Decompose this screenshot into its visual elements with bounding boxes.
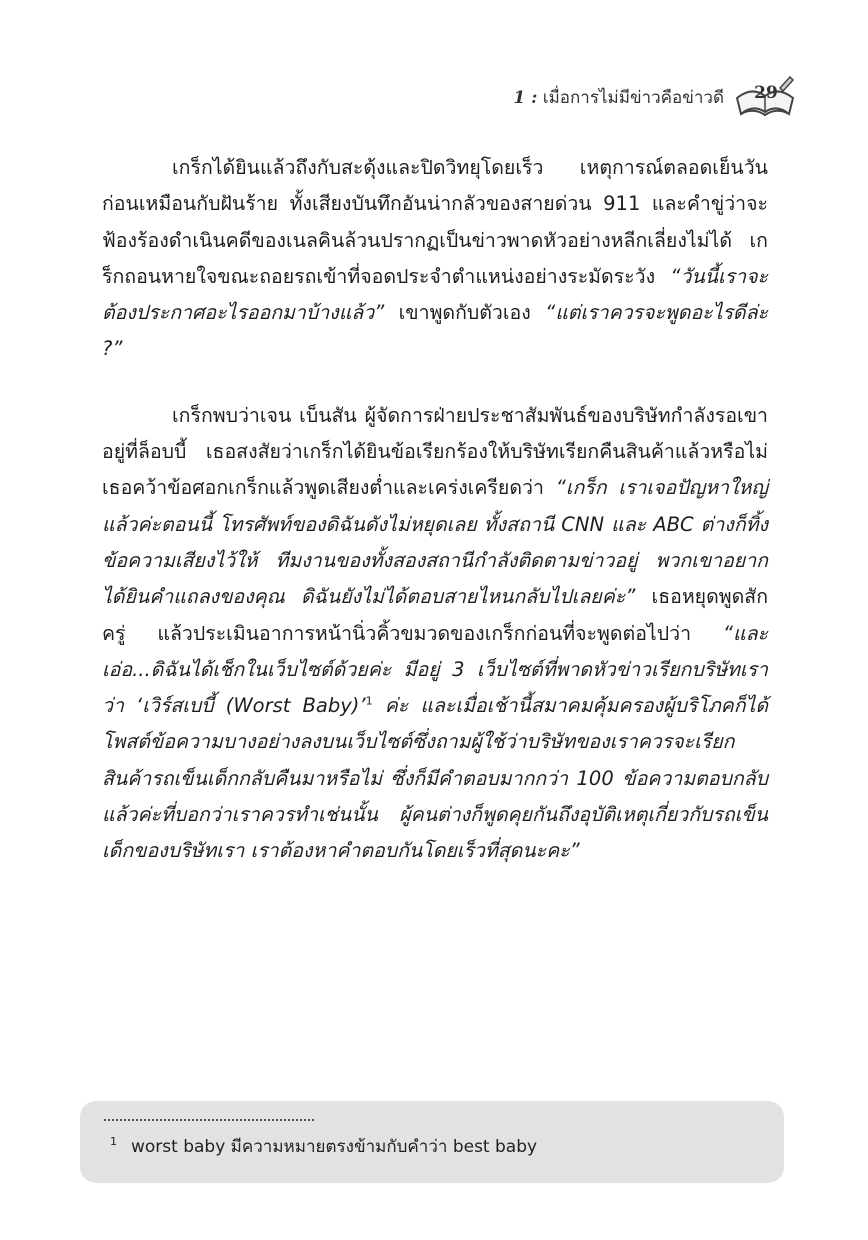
chapter-heading bbox=[513, 84, 724, 111]
page-number: 29 bbox=[754, 83, 778, 103]
footnote-marker: 1 bbox=[110, 1135, 117, 1149]
quote: “วันนี้เราจะต้องประกาศอะไรออกมาบ้างแล้ว” bbox=[102, 264, 768, 325]
paragraph bbox=[102, 150, 768, 368]
chapter-number: 1 : bbox=[513, 87, 538, 108]
chapter-title: เมื่อการไม่มีข่าวคือข่าวดี bbox=[542, 87, 724, 108]
quote: “แต่เราควรจะพูดอะไรดีล่ะ ?” bbox=[102, 301, 769, 361]
running-header bbox=[513, 74, 796, 120]
footnote-ref: 1 bbox=[365, 694, 373, 708]
narration: เกร็กพบว่าเจน เบ็นสัน ผู้จัดการฝ่ายประชาสัมพันธ์ของบริษัทกำลังรอเขาอยู่ที่ล็อบบี้ เธอสงสัยว่าเกร็กได้ยินข้อเรียกร้องให้บริษัทเรียกคืนสินค้าแล้วหรือไม่ เธอคว้าข้อศอกเกร็กแล้วพูดเสียงต่ำและเคร่งเครียดว่า bbox=[102, 403, 768, 500]
footnote bbox=[110, 1133, 537, 1160]
footnote-box bbox=[80, 1101, 784, 1183]
quote: “เกร็ก เราเจอปัญหาใหญ่แล้วค่ะตอนนี้ โทรศัพท์ของดิฉันดังไม่หยุดเลย ทั้งสถานี CNN และ ABC ต่างก็ทิ้งข้อความเสียงไว้ให้ ทีมงานของทั้งสองสถานีกำลังติดตามข่าวอยู่ พวกเขาอยากได้ยินคำแถลงของคุณ ดิฉันยังไม่ได้ตอบสายไหนกลับไปเลยค่ะ” bbox=[102, 476, 768, 609]
footnote-divider bbox=[104, 1119, 314, 1121]
quote: “และเอ่อ...ดิฉันได้เช็กในเว็บไซต์ด้วยค่ะ มีอยู่ 3 เว็บไซต์ที่พาดหัวข่าวเรียกบริษัทเราว่า ‘เวิร์สเบบี้ (Worst Baby)’ bbox=[102, 621, 768, 718]
body-text bbox=[102, 150, 768, 870]
narration: เกร็กได้ยินแล้วถึงกับสะดุ้งและปิดวิทยุโดยเร็ว เหตุการณ์ตลอดเย็นวันก่อนเหมือนกับฝันร้าย ทั้งเสียงบันทึกอันน่ากลัวของสายด่วน 911 และคำขู่ว่าจะฟ้องร้องดำเนินคดีของเนลคินล้วนปรากฏเป็นข่าวพาดหัวอย่างหลีกเลี่ยงไม่ได้ เกร็กถอนหายใจขณะถอยรถเข้าที่จอดประจำตำแหน่งอย่างระมัดระวัง bbox=[102, 156, 768, 288]
paragraph bbox=[102, 398, 768, 870]
narration: เธอหยุดพูดสักครู่ แล้วประเมินอาการหน้านิ่วคิ้วขมวดของเกร็กก่อนที่จะพูดต่อไปว่า bbox=[102, 585, 768, 645]
quote: ค่ะ และเมื่อเช้านี้สมาคมคุ้มครองผู้บริโภคก็ได้โพสต์ข้อความบางอย่างลงบนเว็บไซต์ซึ่งถามผู้ใช้ว่าบริษัทของเราควรจะเรียกสินค้ารถเข็นเด็กกลับคืนมาหรือไม่ ซึ่งก็มีคำตอบมากกว่า 100 ข้อความตอบกลับแล้วค่ะที่บอกว่าเราควรทำเช่นนั้น ผู้คนต่างก็พูดคุยกันถึงอุบัติเหตุเกี่ยวกับรถเข็นเด็กของบริษัทเรา เราต้องหาคำตอบกันโดยเร็วที่สุดนะคะ” bbox=[102, 694, 768, 863]
footnote-text: worst baby มีความหมายตรงข้ามกับคำว่า best baby bbox=[131, 1137, 538, 1157]
open-book-icon bbox=[734, 74, 796, 120]
narration: เขาพูดกับตัวเอง bbox=[398, 301, 531, 325]
